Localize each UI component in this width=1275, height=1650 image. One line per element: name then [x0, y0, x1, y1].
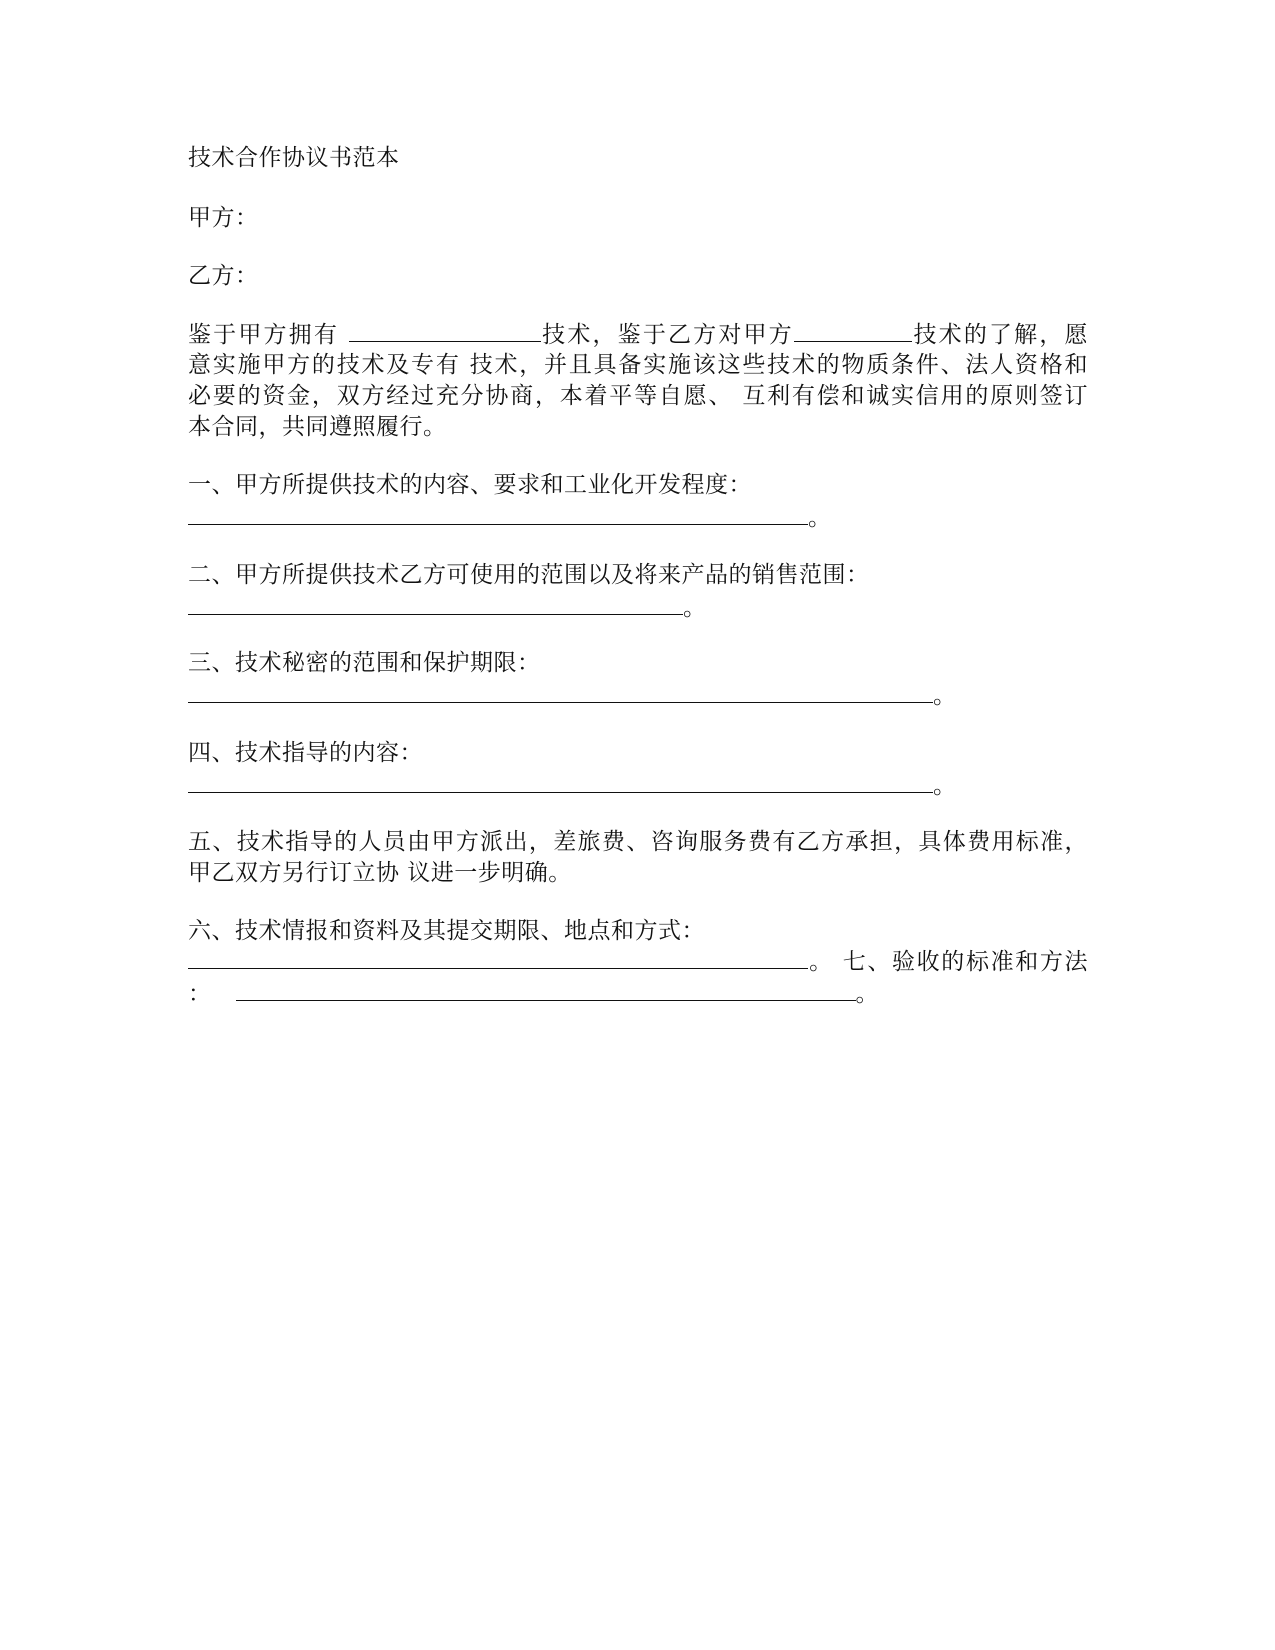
preamble-text: 鉴于甲方拥有: [188, 322, 340, 348]
clause-7-answer: [188, 978, 879, 1009]
clause-1-heading: 一、甲方所提供技术的内容、要求和工业化开发程度：: [188, 472, 752, 498]
period: 。: [683, 595, 707, 621]
party-a-label: 甲方：: [188, 205, 259, 231]
period: 。: [933, 773, 957, 799]
preamble-text: 技术，鉴于乙方对甲方: [540, 322, 794, 348]
clause-2-answer: [188, 592, 707, 623]
clause-7-heading: 七、验收的标准和方法: [842, 949, 1088, 975]
clause-1-answer: [188, 502, 832, 533]
preamble-line-3: 必要的资金，双方经过充分协商，本着平等自愿、 互利有偿和诚实信用的原则签订: [188, 383, 1088, 409]
preamble-line-1: [188, 319, 1088, 350]
clause-2-blank[interactable]: [188, 592, 683, 615]
clause-5-line-1: 五、技术指导的人员由甲方派出，差旅费、咨询服务费有乙方承担，具体费用标准，: [188, 829, 1088, 855]
period: 。: [855, 981, 879, 1007]
preamble-text: 技术的了解，愿: [911, 322, 1089, 348]
clause-3-blank[interactable]: [188, 680, 933, 703]
clause-7-colon: ：: [188, 981, 212, 1007]
clause-6-blank[interactable]: [188, 946, 808, 969]
clause-6-heading: 六、技术情报和资料及其提交期限、地点和方式：: [188, 918, 705, 944]
party-b-label: 乙方：: [188, 263, 259, 289]
preamble-line-4: 本合同，共同遵照履行。: [188, 414, 447, 440]
clause-6-answer: [188, 946, 1088, 977]
clause-2-heading: 二、甲方所提供技术乙方可使用的范围以及将来产品的销售范围：: [188, 562, 870, 588]
period: 。: [808, 949, 834, 975]
document-title: 技术合作协议书范本: [188, 145, 400, 171]
clause-4-answer: [188, 770, 957, 801]
clause-5-line-2: 甲乙双方另行订立协 议进一步明确。: [188, 860, 572, 886]
preamble-line-2: 意实施甲方的技术及专有 技术，并且具备实施该这些技术的物质条件、法人资格和: [188, 352, 1088, 378]
period: 。: [933, 683, 957, 709]
clause-7-blank[interactable]: [236, 978, 856, 1001]
technology-blank[interactable]: [794, 319, 912, 342]
clause-3-answer: [188, 680, 957, 711]
clause-4-heading: 四、技术指导的内容：: [188, 740, 423, 766]
technology-blank[interactable]: [349, 319, 541, 342]
period: 。: [808, 505, 832, 531]
clause-4-blank[interactable]: [188, 770, 933, 793]
clause-3-heading: 三、技术秘密的范围和保护期限：: [188, 650, 541, 676]
clause-1-blank[interactable]: [188, 502, 808, 525]
